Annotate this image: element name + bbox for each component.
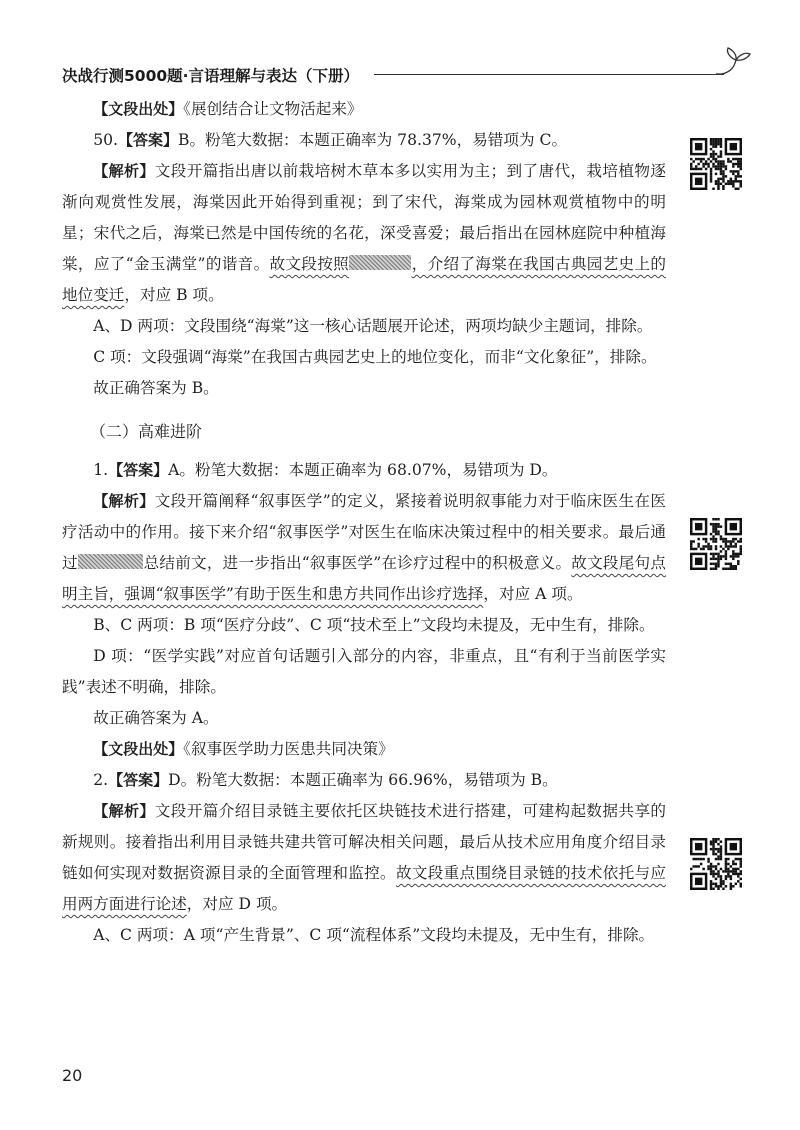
analysis-paragraph-50: 【解析】文段开篇指出唐以前栽培树木草本多以实用为主；到了唐代，栽培植物逐渐向观赏性发展，海棠因此开始得到重视；到了宋代，海棠成为园林观赏植物中的明星；宋代之后，海棠已然是中国传统的名花，深受喜爱；最后指出在园林庭院中种植海棠，应了“金玉满堂”的谐音。故文段按照 ，介绍了海棠在我国古典园艺史上的地位变迁，对应 B 项。 [62,162,666,304]
header-rule [374,74,724,75]
key-sentence: 故文段重点围绕目录链的技术依托与应用两方面进行论述 [62,864,666,913]
option-d-note: D 项：“医学实践”对应首句话题引入部分的内容，非重点，且“有利于当前医学实践”表述不明确，排除。 [62,647,666,696]
source-line-1: 【文段出处】《叙事医学助力医患共同决策》 [93,740,394,758]
answer-line-1: 1.【答案】A。粉笔大数据：本题正确率为 68.07%，易错项为 D。 [93,461,558,479]
source-line-50: 【文段出处】《展创结合让文物活起来》 [93,100,363,118]
conclusion-1: 故正确答案为 A。 [93,709,219,727]
page-number: 20 [62,1066,83,1085]
qr-code-icon[interactable] [690,838,742,890]
option-ac-note: A、C 两项：A 项“产生背景”、C 项“流程体系”文段均未提及，无中生有，排除。 [93,926,655,944]
option-c-note: C 项：文段强调“海棠”在我国古典园艺史上的地位变化，而非“文化象征”，排除。 [93,348,657,366]
analysis-paragraph-1: 【解析】文段开篇阐释“叙事医学”的定义，紧接着说明叙事能力对于临床医生在医疗活动中的作用。接下来介绍“叙事医学”对医生在临床决策过程中的相关要求。最后通过 总结前文，进一步指出“叙事医学”在诊疗过程中的积极意义。故文段尾句点明主旨，强调“叙事医学”有助于医生和患方共同作出诊疗选择，对应 A 项。 [62,492,666,603]
sprout-icon [716,46,752,80]
page-content [62,94,666,951]
book-title: 决战行测5000题·言语理解与表达（下册） [62,67,360,85]
key-sentence: 故文段按照 ，介绍了海棠在我国古典园艺史上的地位变迁 [62,255,666,304]
smudged-text [78,554,144,569]
conclusion-50: 故正确答案为 B。 [93,379,219,397]
key-sentence: 故文段尾句点明主旨，强调“叙事医学”有助于医生和患方共同作出诊疗选择 [62,554,666,603]
analysis-paragraph-2: 【解析】文段开篇介绍目录链主要依托区块链技术进行搭建，可建构起数据共享的新规则。接着指出利用目录链共建共管可解决相关问题，最后从技术应用角度介绍目录链如何实现对数据资源目录的全面管理和监控。故文段重点围绕目录链的技术依托与应用两方面进行论述，对应 D 项。 [62,802,666,913]
smudged-text [349,255,411,270]
answer-line-2: 2.【答案】D。粉笔大数据：本题正确率为 66.96%，易错项为 B。 [93,771,558,789]
qr-code-icon[interactable] [690,138,742,190]
option-ad-note: A、D 两项：文段围绕“海棠”这一核心话题展开论述，两项均缺少主题词，排除。 [93,317,653,335]
qr-code-icon[interactable] [690,518,742,570]
answer-line-50: 50.【答案】B。粉笔大数据：本题正确率为 78.37%，易错项为 C。 [93,131,568,149]
running-header [62,58,752,88]
section-heading: （二）高难进阶 [90,422,203,441]
option-bc-note: B、C 两项：B 项“医疗分歧”、C 项“技术至上”文段均未提及，无中生有，排除。 [93,616,655,634]
